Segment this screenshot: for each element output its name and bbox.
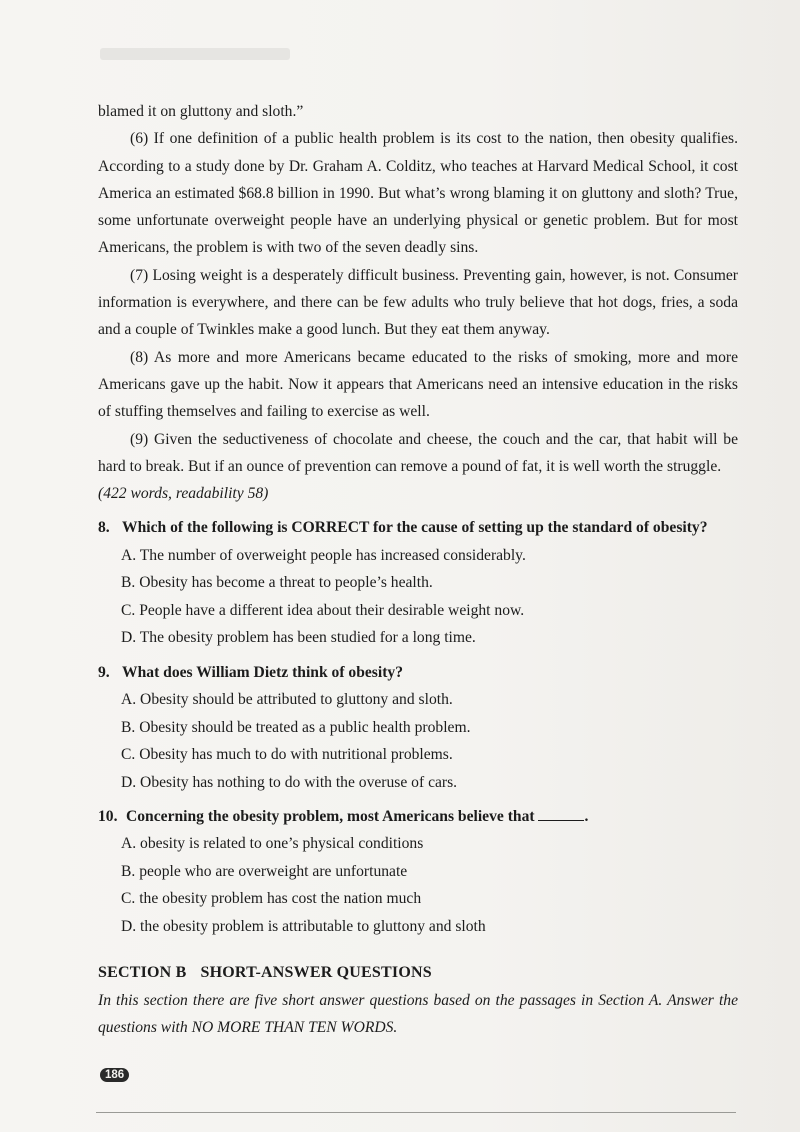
option-8d: D. The obesity problem has been studied for a long time. <box>121 629 476 647</box>
paragraph-8: (8) As more and more Americans became educated to the risks of smoking, more and more Americans gave up the habit. Now it appears that Americans need an intensive education in the risks of stuffing themselves and failing to exercise as well. <box>98 348 738 421</box>
paragraph-9: (9) Given the seductiveness of chocolate and cheese, the couch and the car, that habit will be hard to break. But if an ounce of prevention can remove a pound of fat, it is well worth the struggle. <box>98 430 738 475</box>
section-title: SHORT-ANSWER QUESTIONS <box>200 964 432 982</box>
question-number: 10. <box>98 808 118 826</box>
option-10c: C. the obesity problem has cost the nation much <box>121 890 422 908</box>
option-10d: D. the obesity problem is attributable to gluttony and sloth <box>121 917 486 935</box>
option-8c: C. People have a different idea about their desirable weight now. <box>121 601 525 619</box>
question-number: 8. <box>98 519 110 537</box>
question-8 <box>98 514 738 541</box>
page-content <box>98 98 738 1041</box>
question-9 <box>98 659 738 686</box>
question-text: Which of the following is CORRECT for the cause of setting up the standard of obesity? <box>122 519 708 537</box>
question-text-end: . <box>584 808 589 826</box>
option-9c: C. Obesity has much to do with nutritional problems. <box>121 746 453 764</box>
section-label: SECTION B <box>98 964 187 982</box>
paragraph-7: (7) Losing weight is a desperately difficult business. Preventing gain, however, is not. Consumer information is everywhere, and there can be few adults who truly believe that hot dogs, fries, a soda and a couple of Twinkles make a good lunch. But they eat them anyway. <box>98 266 738 339</box>
page-number: 186 <box>100 1068 129 1082</box>
option-10b: B. people who are overweight are unfortunate <box>121 862 408 880</box>
bleed-through-header <box>100 48 290 60</box>
paragraph-6: (6) If one definition of a public health problem is its cost to the nation, then obesity qualifies. According to a study done by Dr. Graham A. Colditz, who teaches at Harvard Medical School, it cost America an estimated $68.8 billion in 1990. But what’s wrong blaming it on gluttony and sloth? True, some unfortunate overweight people have an underlying physical or genetic problem. But for most Americans, the problem is with two of the seven deadly sins. <box>98 130 738 257</box>
paragraph-continuation: blamed it on gluttony and sloth.” <box>98 103 304 120</box>
option-9d: D. Obesity has nothing to do with the overuse of cars. <box>121 773 458 791</box>
answer-blank <box>538 806 584 821</box>
question-text: What does William Dietz think of obesity? <box>122 663 403 681</box>
question-10 <box>98 803 738 830</box>
option-8b: B. Obesity has become a threat to people’s health. <box>121 574 433 592</box>
section-b-heading <box>98 959 738 986</box>
option-8a: A. The number of overweight people has increased considerably. <box>121 546 526 564</box>
word-count-note: (422 words, readability 58) <box>98 485 269 503</box>
question-text: Concerning the obesity problem, most Americans believe that <box>126 808 535 826</box>
option-9b: B. Obesity should be treated as a public health problem. <box>121 718 471 736</box>
section-b-instructions: In this section there are five short answer questions based on the passages in Section A. Answer the questions with NO MORE THAN TEN WORDS. <box>98 991 738 1036</box>
option-9a: A. Obesity should be attributed to gluttony and sloth. <box>121 691 453 709</box>
option-10a: A. obesity is related to one’s physical conditions <box>121 835 424 853</box>
footer-rule <box>96 1112 736 1113</box>
question-number: 9. <box>98 663 110 681</box>
